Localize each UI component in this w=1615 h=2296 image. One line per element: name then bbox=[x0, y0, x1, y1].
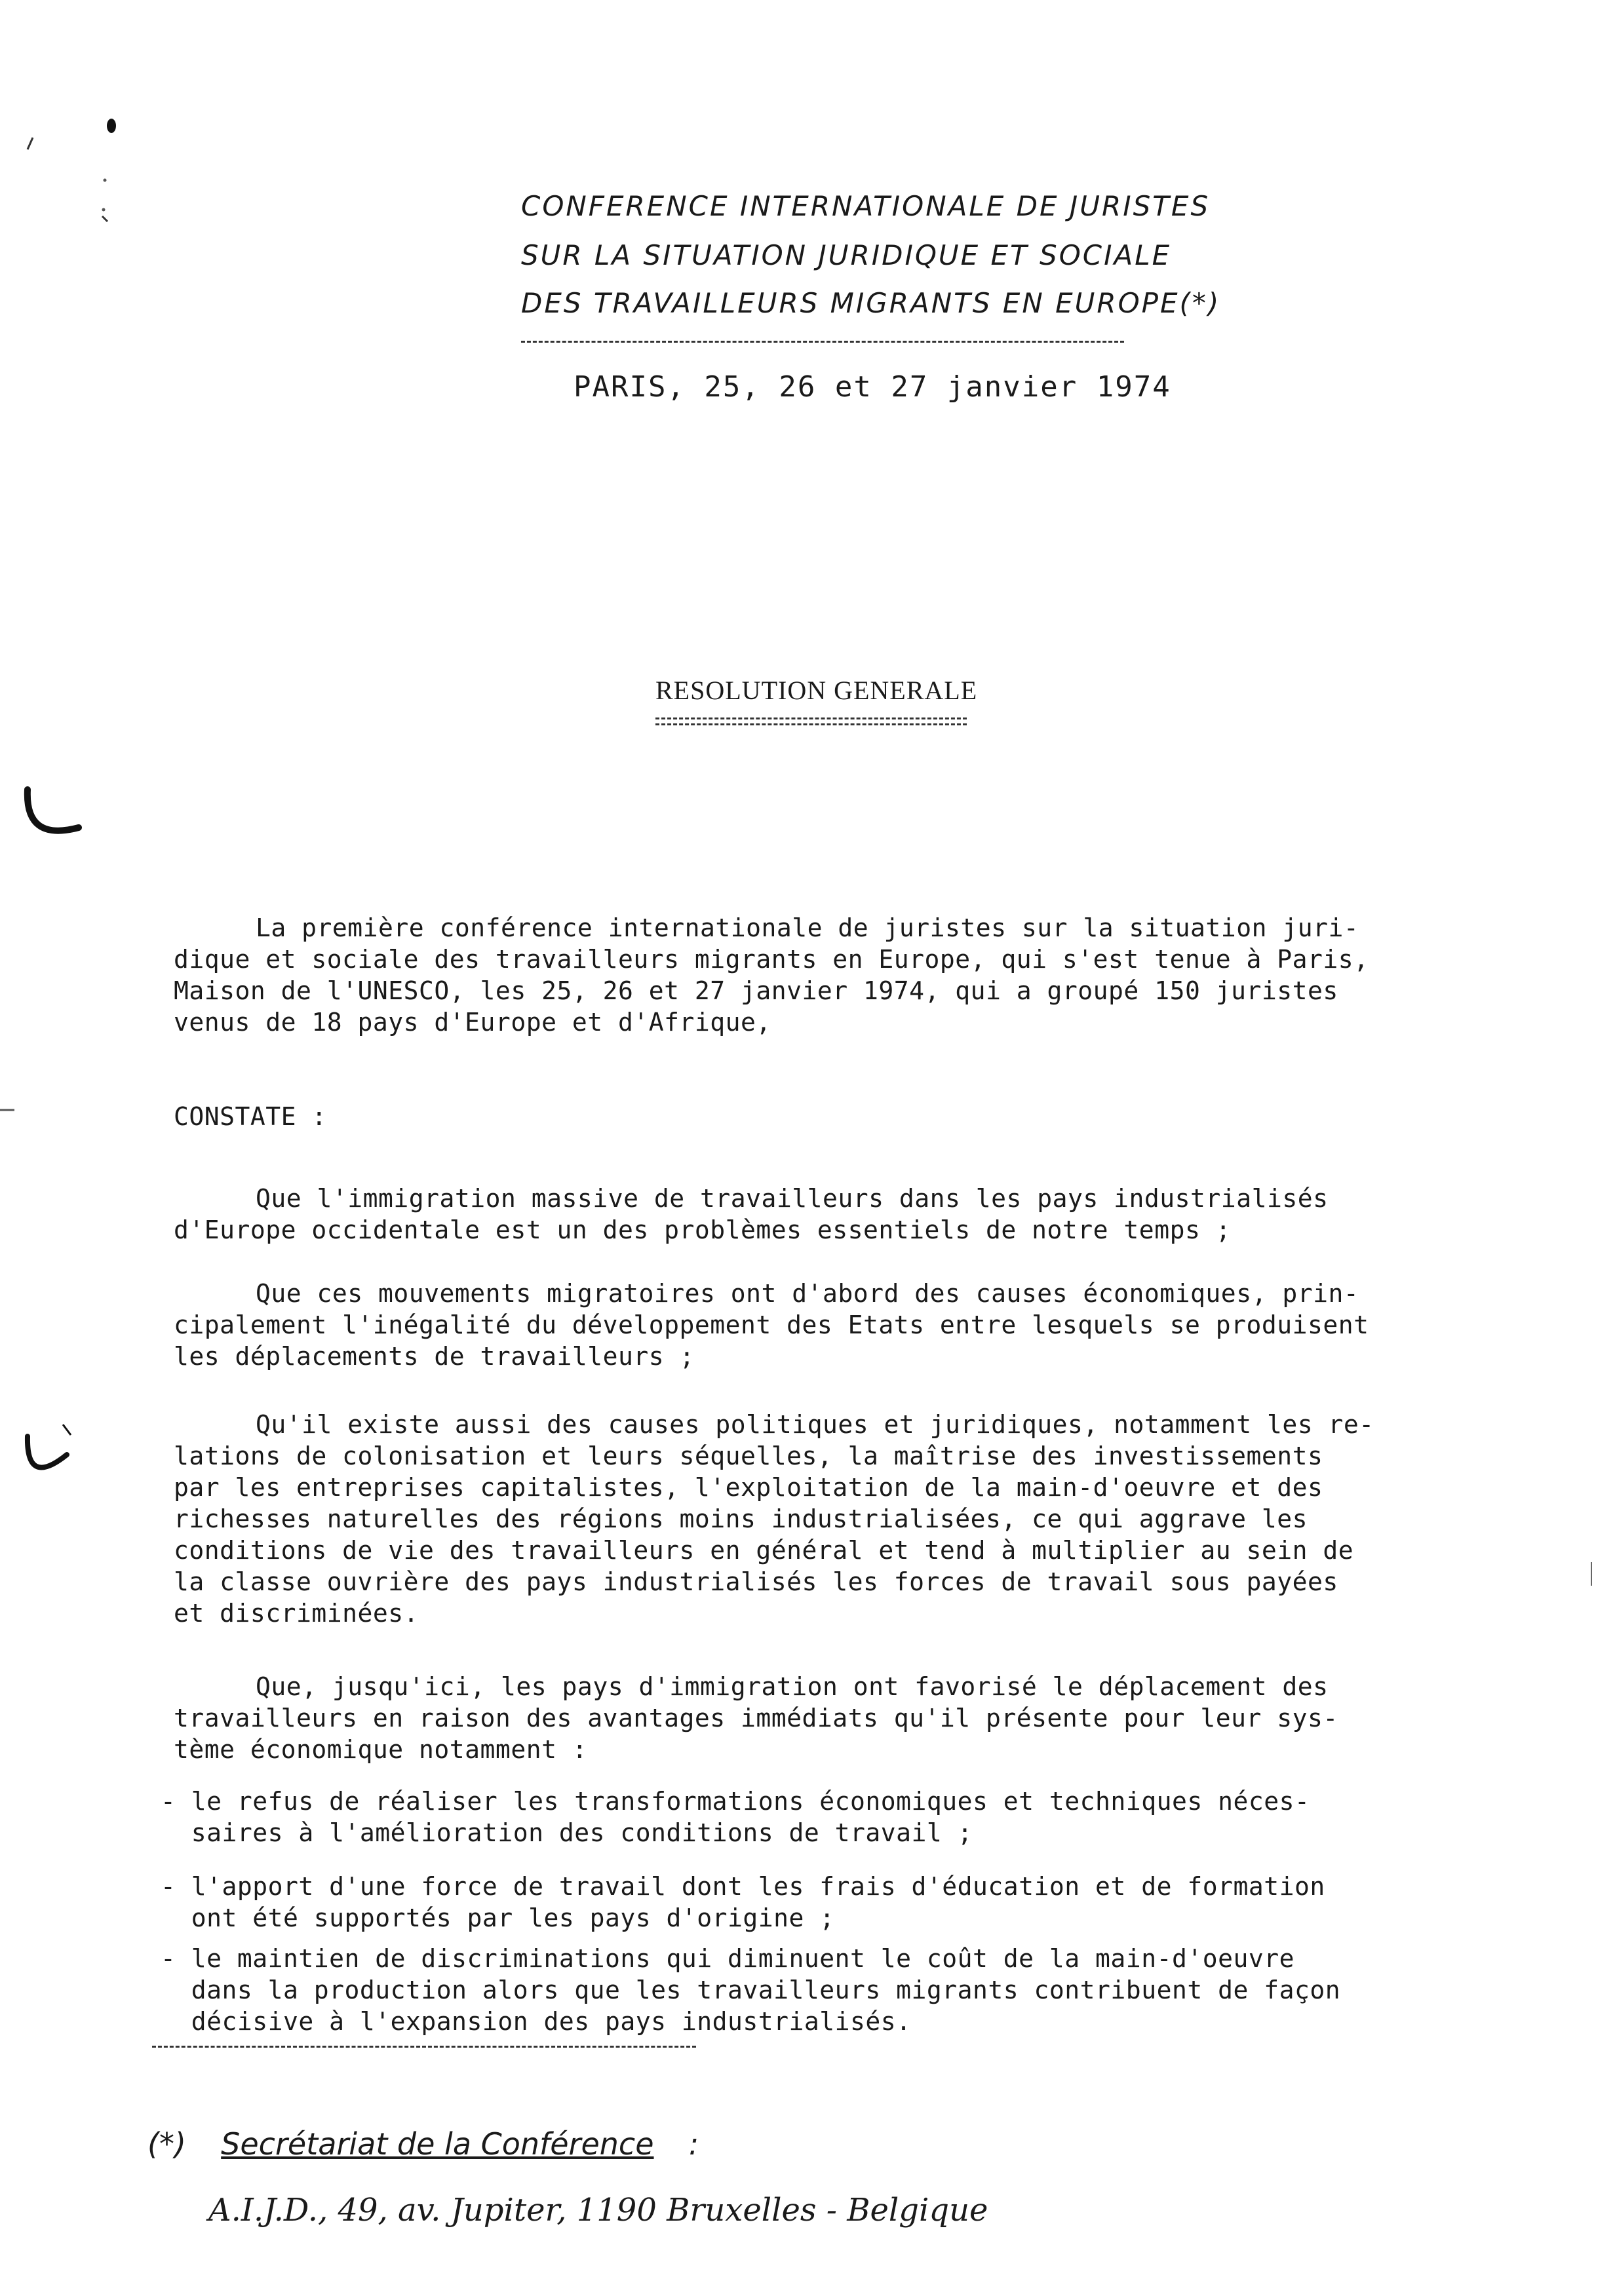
intro-line-1: La première conférence internationale de juristes sur la situation juri- bbox=[256, 913, 1359, 942]
constate-label: CONSTATE : bbox=[174, 1102, 327, 1131]
p3-line-1: Qu'il existe aussi des causes politiques et juridiques, notamment les re- bbox=[256, 1410, 1374, 1439]
bullet-1-line-2: saires à l'amélioration des conditions de travail ; bbox=[161, 1818, 973, 1847]
bullet-3-line-2: dans la production alors que les travailleurs migrants contribuent de façon bbox=[161, 1976, 1341, 2004]
hole-punch-mark-top bbox=[13, 776, 85, 855]
footnote-colon: : bbox=[688, 2126, 699, 2162]
conference-title-line-3 bbox=[521, 287, 1220, 319]
p3-line-3: par les entreprises capitalistes, l'exploitation de la main-d'oeuvre et des bbox=[174, 1473, 1323, 1502]
header-dashed-rule bbox=[521, 341, 1124, 343]
p2-line-3: les déplacements de travailleurs ; bbox=[174, 1342, 695, 1371]
bullet-3-line-3: décisive à l'expansion des pays industrialisés. bbox=[161, 2007, 912, 2036]
p3-line-2: lations de colonisation et leurs séquelles, la maîtrise des investissements bbox=[174, 1442, 1323, 1470]
footnote-label bbox=[147, 2126, 699, 2162]
p3-line-5: conditions de vie des travailleurs en général et tend à multiplier au sein de bbox=[174, 1536, 1354, 1565]
p4-line-2: travailleurs en raison des avantages immédiats qu'il présente pour leur sys- bbox=[174, 1704, 1338, 1732]
p2-line-1: Que ces mouvements migratoires ont d'abord des causes économiques, prin- bbox=[256, 1279, 1359, 1308]
scan-mark-left-edge bbox=[0, 1107, 20, 1114]
p2-line-2: cipalement l'inégalité du développement des Etats entre lesquels se produisent bbox=[174, 1311, 1369, 1339]
title-double-rule bbox=[655, 718, 967, 725]
bullet-2-line-1: - l'apport d'une force de travail dont les frais d'éducation et de formation bbox=[161, 1872, 1325, 1901]
hole-punch-mark-bottom bbox=[13, 1415, 79, 1487]
footnote-address: A.I.J.D., 49, av. Jupiter, 1190 Bruxelles - Belgique bbox=[208, 2192, 988, 2229]
conference-title-line-1: CONFERENCE INTERNATIONALE DE JURISTES bbox=[521, 190, 1211, 222]
p1-line-1: Que l'immigration massive de travailleurs dans les pays industrialisés bbox=[256, 1184, 1329, 1213]
scan-mark-top-left bbox=[20, 111, 125, 229]
bullet-2-line-2: ont été supportés par les pays d'origine ; bbox=[161, 1904, 835, 1932]
intro-line-2: dique et sociale des travailleurs migrants en Europe, qui s'est tenue à Paris, bbox=[174, 945, 1369, 974]
p4-line-3: tème économique notamment : bbox=[174, 1735, 588, 1764]
footnote-mark: (*) bbox=[147, 2126, 186, 2162]
p1-line-2: d'Europe occidentale est un des problèmes essentiels de notre temps ; bbox=[174, 1215, 1232, 1244]
intro-line-4: venus de 18 pays d'Europe et d'Afrique, bbox=[174, 1008, 771, 1037]
scan-mark-right-edge bbox=[1586, 1559, 1599, 1592]
p3-line-4: richesses naturelles des régions moins industrialisées, ce qui aggrave les bbox=[174, 1504, 1308, 1533]
bullet-3-line-1: - le maintien de discriminations qui diminuent le coût de la main-d'oeuvre bbox=[161, 1944, 1294, 1973]
p3-line-7: et discriminées. bbox=[174, 1599, 419, 1628]
conference-title-line-2: SUR LA SITUATION JURIDIQUE ET SOCIALE bbox=[521, 239, 1172, 271]
conference-date: PARIS, 25, 26 et 27 janvier 1974 bbox=[574, 370, 1171, 404]
resolution-title: RESOLUTION GENERALE bbox=[655, 676, 978, 705]
footnote-secretariat: Secrétariat de la Conférence bbox=[221, 2126, 654, 2162]
p4-line-1: Que, jusqu'ici, les pays d'immigration ont favorisé le déplacement des bbox=[256, 1672, 1329, 1701]
bullet-1-line-1: - le refus de réaliser les transformations économiques et techniques néces- bbox=[161, 1787, 1310, 1816]
footnote-reference-mark: (*) bbox=[1179, 287, 1221, 319]
conference-title-line-3-text: DES TRAVAILLEURS MIGRANTS EN EUROPE bbox=[521, 287, 1180, 319]
footnote-dashed-rule bbox=[152, 2046, 696, 2048]
intro-line-3: Maison de l'UNESCO, les 25, 26 et 27 janvier 1974, qui a groupé 150 juristes bbox=[174, 976, 1338, 1005]
p3-line-6: la classe ouvrière des pays industrialisés les forces de travail sous payées bbox=[174, 1567, 1338, 1596]
